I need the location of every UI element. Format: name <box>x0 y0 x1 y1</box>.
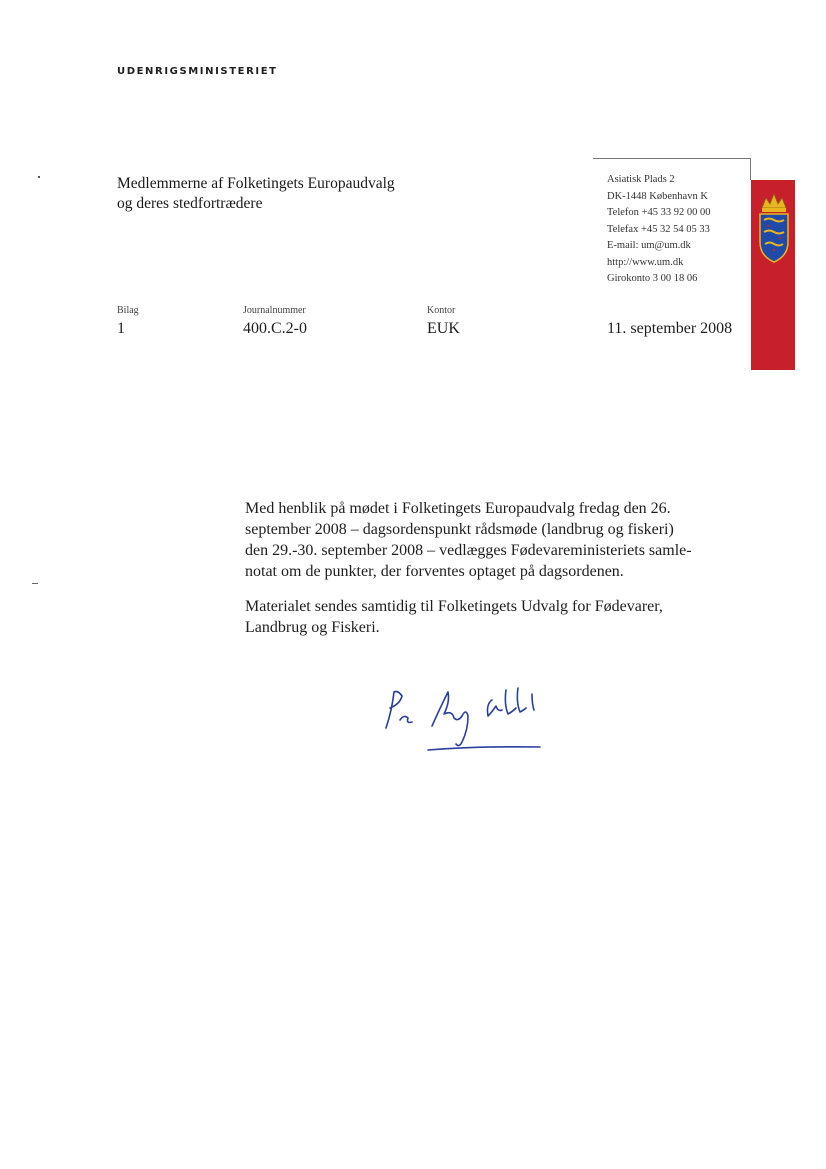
bilag-value: 1 <box>117 320 125 337</box>
body-line: notat om de punkter, der forventes optaget på dagsordenen. <box>245 563 624 580</box>
margin-dot <box>38 176 40 178</box>
margin-dash <box>32 583 38 584</box>
journal-value: 400.C.2-0 <box>243 320 307 337</box>
recipient-line-1: Medlemmerne af Folketingets Europaudvalg <box>117 175 395 192</box>
address-line: Asiatisk Plads 2 <box>607 174 675 185</box>
address-block <box>607 172 710 288</box>
address-line: http://www.um.dk <box>607 256 684 268</box>
body-line: september 2008 – dagsordenspunkt rådsmøde (landbrug og fiskeri) <box>245 521 674 538</box>
body-line: Med henblik på mødet i Folketingets Europaudvalg fredag den 26. <box>245 500 671 517</box>
body-paragraph-2 <box>245 596 663 638</box>
kontor-value: EUK <box>427 320 460 337</box>
body-paragraph-1 <box>245 498 692 582</box>
address-line: Girokonto 3 00 18 06 <box>607 273 698 284</box>
recipient-block <box>117 174 395 214</box>
kontor-label: Kontor <box>427 305 456 316</box>
address-line: E-mail: um@um.dk <box>607 240 691 251</box>
ministry-name: udenrigsministeriet <box>117 62 278 78</box>
address-line: Telefon +45 33 92 00 00 <box>607 207 711 218</box>
address-rule-vertical <box>750 158 751 180</box>
body-line: den 29.-30. september 2008 – vedlægges Fødevareministeriets samle- <box>245 542 692 559</box>
handwritten-signature <box>378 680 578 770</box>
letter-date: 11. september 2008 <box>607 320 733 337</box>
journal-label: Journalnummer <box>243 305 306 316</box>
body-line: Materialet sendes samtidig til Folketingets Udvalg for Fødevarer, <box>245 598 663 615</box>
address-line: Telefax +45 32 54 05 33 <box>607 223 710 235</box>
crest-icon <box>754 190 794 290</box>
address-rule <box>593 158 751 159</box>
recipient-line-2: og deres stedfortrædere <box>117 195 263 212</box>
bilag-label: Bilag <box>117 305 139 316</box>
body-line: Landbrug og Fiskeri. <box>245 619 380 636</box>
address-line: DK-1448 København K <box>607 190 708 202</box>
